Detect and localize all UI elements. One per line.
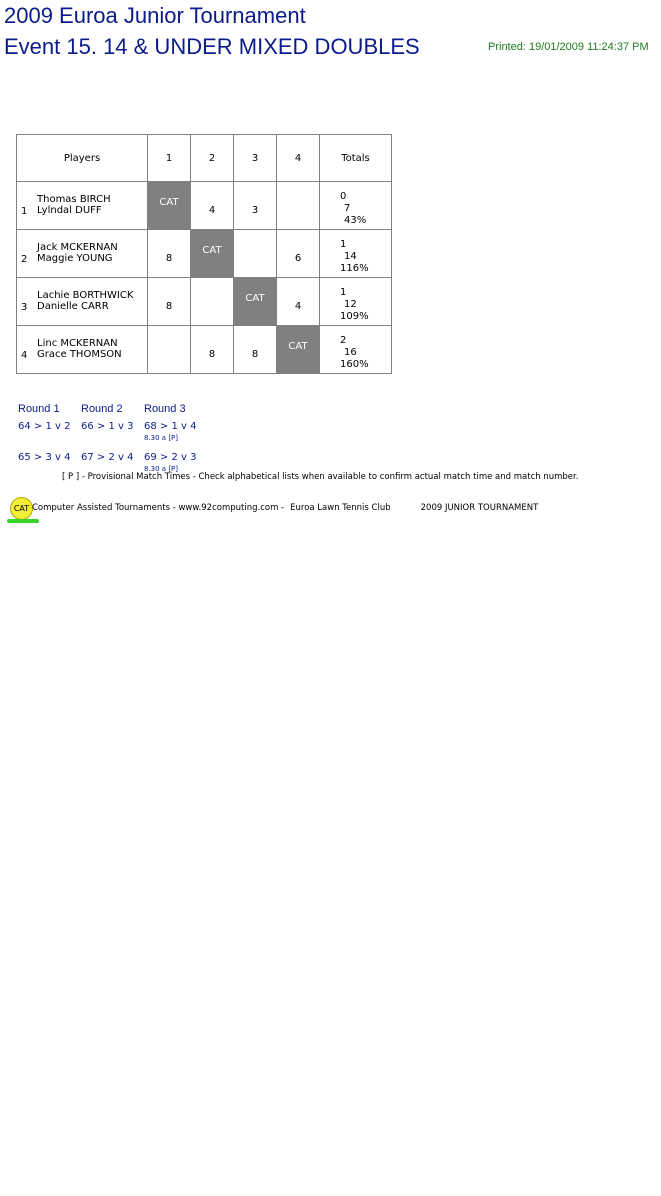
round-heading: Round 2 [81,403,123,415]
match-link[interactable]: 68 > 1 v 4 [144,421,197,432]
header-players: Players [17,135,148,182]
total-percent: 116% [340,263,369,274]
team-cell [17,230,148,278]
match-time: 8.30 a [P] [144,434,179,442]
team-number: 3 [21,302,28,313]
total-games: 12 [344,299,357,310]
score-cell [148,326,191,374]
header-col-2: 2 [191,135,234,182]
total-wins: 1 [340,287,347,298]
player-name: Danielle CARR [37,301,109,312]
player-name: Lylndal DUFF [37,205,102,216]
footer-tournament: 2009 JUNIOR TOURNAMENT [420,503,539,513]
player-name: Maggie YOUNG [37,253,113,264]
header-col-3: 3 [234,135,277,182]
score-cell [234,230,277,278]
total-percent: 160% [340,359,369,370]
score-cell: 8 [148,230,191,278]
team-row [17,326,392,374]
logo-underline [7,519,39,523]
player-name: Thomas BIRCH [37,194,111,205]
totals-cell [320,182,392,230]
total-percent: 43% [344,215,367,226]
header-col-4: 4 [277,135,320,182]
match-link[interactable]: 67 > 2 v 4 [81,452,134,463]
score-cell: 8 [191,326,234,374]
score-cell: 4 [277,278,320,326]
player-name: Lachie BORTHWICK [37,290,134,301]
header-totals: Totals [320,135,392,182]
header-col-1: 1 [148,135,191,182]
team-row [17,278,392,326]
self-match-cell: CAT [148,182,191,230]
team-cell [17,326,148,374]
team-cell [17,278,148,326]
score-cell [277,182,320,230]
score-cell: 4 [191,182,234,230]
match-link[interactable]: 64 > 1 v 2 [18,421,71,432]
total-games: 16 [344,347,357,358]
match-link[interactable]: 69 > 2 v 3 [144,452,197,463]
total-games: 14 [344,251,357,262]
team-cell [17,182,148,230]
round-heading: Round 3 [144,403,186,415]
score-cell: 8 [234,326,277,374]
player-name: Jack MCKERNAN [37,242,118,253]
player-name: Linc MCKERNAN [37,338,118,349]
score-cell: 8 [148,278,191,326]
grid-header-row [17,135,392,182]
cat-logo-icon: CAT [10,497,33,520]
team-number: 2 [21,254,28,265]
footer-company: Computer Assisted Tournaments - www.92computing.com - [32,503,285,513]
total-wins: 2 [340,335,347,346]
team-number: 4 [21,350,28,361]
event-title: Event 15. 14 & UNDER MIXED DOUBLES [4,34,420,59]
self-match-cell: CAT [191,230,234,278]
footer [32,503,538,513]
printed-timestamp: Printed: 19/01/2009 11:24:37 PM [488,41,649,53]
tournament-title: 2009 Euroa Junior Tournament [4,3,306,28]
round-heading: Round 1 [18,403,60,415]
total-percent: 109% [340,311,369,322]
score-cell [191,278,234,326]
match-time: 8.30 a [P] [144,465,179,473]
provisional-note: [ P ] - Provisional Match Times - Check alphabetical lists when available to confirm actual match time and match number. [62,472,579,482]
self-match-cell: CAT [234,278,277,326]
match-link[interactable]: 66 > 1 v 3 [81,421,134,432]
score-cell: 6 [277,230,320,278]
footer-club: Euroa Lawn Tennis Club [290,503,391,513]
totals-cell [320,230,392,278]
total-games: 7 [344,203,351,214]
total-wins: 0 [340,191,347,202]
score-cell: 3 [234,182,277,230]
total-wins: 1 [340,239,347,250]
player-name: Grace THOMSON [37,349,122,360]
team-row [17,230,392,278]
team-number: 1 [21,206,28,217]
totals-cell [320,278,392,326]
match-link[interactable]: 65 > 3 v 4 [18,452,71,463]
team-row [17,182,392,230]
self-match-cell: CAT [277,326,320,374]
totals-cell [320,326,392,374]
round-robin-grid [16,134,392,374]
